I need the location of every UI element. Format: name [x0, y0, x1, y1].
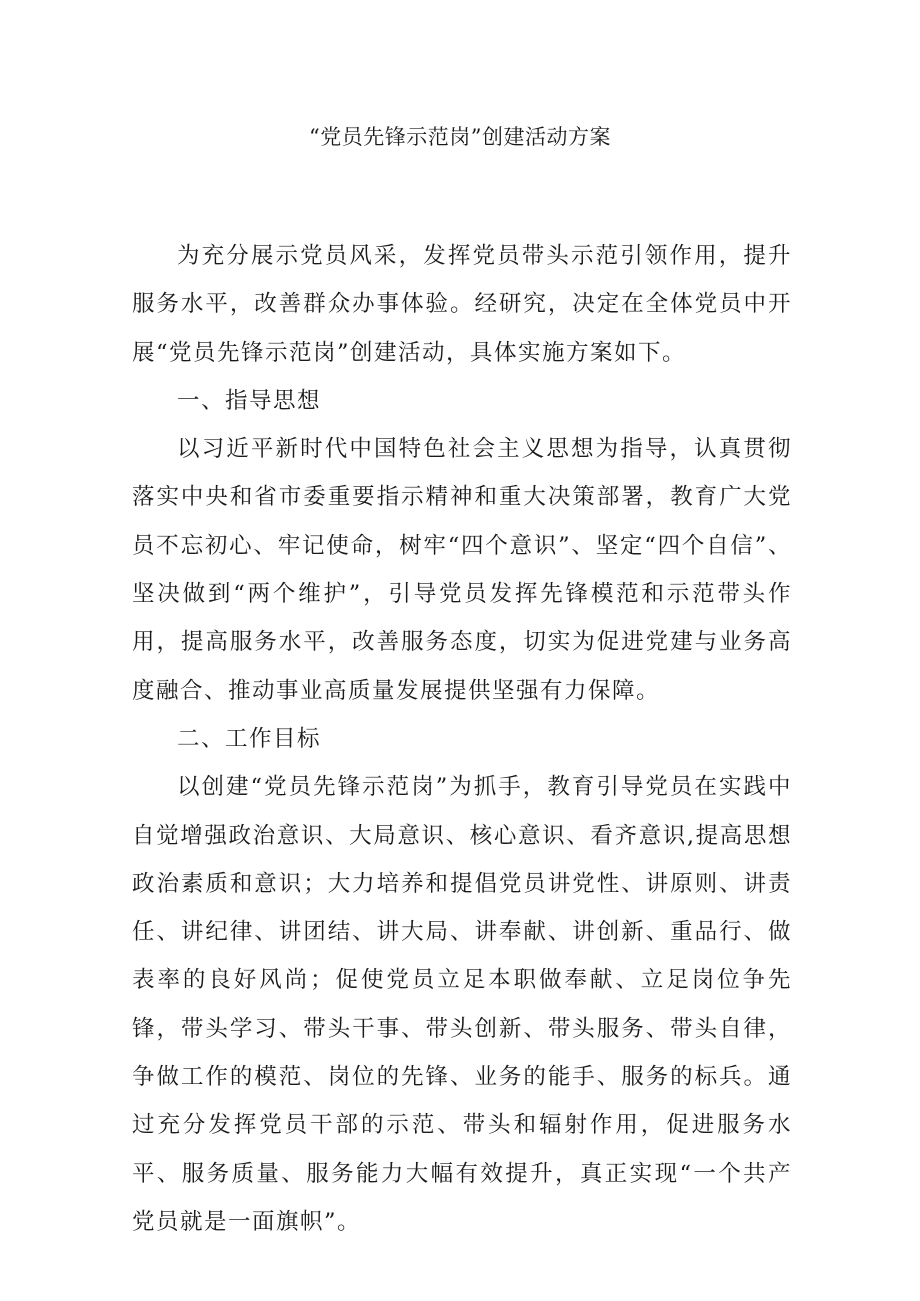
section-body-work-goals: 以创建“党员先锋示范岗”为抓手，教育引导党员在实践中自觉增强政治意识、大局意识、核心意识、看齐意识,提高思想政治素质和意识；大力培养和提倡党员讲党性、讲原则、讲责任、讲纪律、讲团结、讲大局、讲奉献、讲创新、重品行、做表率的良好风尚；促使党员立足本职做奉献、立足岗位争先锋，带头学习、带头干事、带头创新、带头服务、带头自律，争做工作的模范、岗位的先锋、业务的能手、服务的标兵。通过充分发挥党员干部的示范、带头和辐射作用，促进服务水平、服务质量、服务能力大幅有效提升，真正实现“一个共产党员就是一面旗帜”。: [132, 774, 792, 1235]
section-heading-work-goals: 二、工作目标: [177, 725, 322, 752]
section-heading-guiding-ideology: 一、指导思想: [177, 387, 322, 414]
document-title: “党员先锋示范岗”创建活动方案: [309, 125, 611, 149]
intro-paragraph: 为充分展示党员风采，发挥党员带头示范引领作用，提升服务水平，改善群众办事体验。经研究，决定在全体党员中开展“党员先锋示范岗”创建活动，具体实施方案如下。: [132, 243, 792, 366]
section-body-guiding-ideology: 以习近平新时代中国特色社会主义思想为指导，认真贯彻落实中央和省市委重要指示精神和重大决策部署，教育广大党员不忘初心、牢记使命，树牢“四个意识”、坚定“四个自信”、坚决做到“两个维护”，引导党员发挥先锋模范和示范带头作用，提高服务水平，改善服务态度，切实为促进党建与业务高度融合、推动事业高质量发展提供坚强有力保障。: [132, 436, 792, 704]
document-body: [132, 232, 792, 1246]
